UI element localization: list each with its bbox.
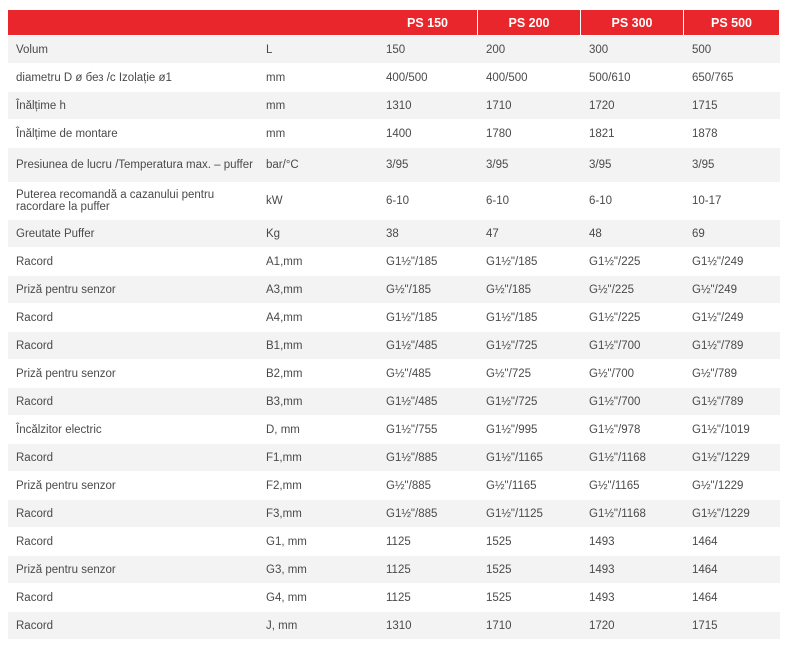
cell-ps150: 400/500 xyxy=(378,63,478,91)
row-unit: B2,mm xyxy=(260,359,378,387)
row-unit: G1, mm xyxy=(260,527,378,555)
cell-ps200: 1780 xyxy=(478,119,581,147)
cell-ps500: 1464 xyxy=(684,555,780,583)
header-row xyxy=(8,10,780,35)
table-row xyxy=(8,119,780,147)
row-unit: kW xyxy=(260,182,378,219)
table-row xyxy=(8,555,780,583)
table-row xyxy=(8,359,780,387)
cell-ps200: 400/500 xyxy=(478,63,581,91)
cell-ps300: 1493 xyxy=(581,555,684,583)
cell-ps200: G½"/1165 xyxy=(478,471,581,499)
table-row xyxy=(8,527,780,555)
cell-ps300: 1720 xyxy=(581,611,684,639)
table-row xyxy=(8,219,780,247)
cell-ps500: G1½"/249 xyxy=(684,247,780,275)
table-row xyxy=(8,91,780,119)
cell-ps200: 1710 xyxy=(478,91,581,119)
row-unit: A3,mm xyxy=(260,275,378,303)
cell-ps300: G½"/700 xyxy=(581,359,684,387)
row-unit: A4,mm xyxy=(260,303,378,331)
row-label: Încălzitor electric xyxy=(8,415,260,443)
cell-ps500: 650/765 xyxy=(684,63,780,91)
table-row xyxy=(8,387,780,415)
cell-ps300: G½"/1165 xyxy=(581,471,684,499)
cell-ps150: 150 xyxy=(378,35,478,63)
cell-ps500: 500 xyxy=(684,35,780,63)
cell-ps200: 1525 xyxy=(478,583,581,611)
table-row xyxy=(8,443,780,471)
cell-ps300: 6-10 xyxy=(581,182,684,219)
table-row xyxy=(8,63,780,91)
cell-ps150: G1½"/185 xyxy=(378,247,478,275)
cell-ps200: G½"/185 xyxy=(478,275,581,303)
row-unit: bar/°C xyxy=(260,147,378,182)
row-label: Racord xyxy=(8,443,260,471)
cell-ps500: 3/95 xyxy=(684,147,780,182)
row-label: Înălțime h xyxy=(8,91,260,119)
cell-ps500: G1½"/1019 xyxy=(684,415,780,443)
header-blank xyxy=(8,10,260,35)
header-blank-unit xyxy=(260,10,378,35)
cell-ps300: 3/95 xyxy=(581,147,684,182)
row-label: Racord xyxy=(8,247,260,275)
row-unit: G4, mm xyxy=(260,583,378,611)
cell-ps150: G1½"/885 xyxy=(378,443,478,471)
cell-ps150: G1½"/485 xyxy=(378,331,478,359)
row-unit: G3, mm xyxy=(260,555,378,583)
cell-ps500: 1715 xyxy=(684,611,780,639)
cell-ps200: 200 xyxy=(478,35,581,63)
row-unit: F3,mm xyxy=(260,499,378,527)
row-label: Racord xyxy=(8,527,260,555)
table-row xyxy=(8,247,780,275)
cell-ps300: G1½"/978 xyxy=(581,415,684,443)
table-body xyxy=(8,35,780,639)
cell-ps150: 1310 xyxy=(378,611,478,639)
cell-ps500: G1½"/789 xyxy=(684,387,780,415)
row-label: Racord xyxy=(8,303,260,331)
table-row xyxy=(8,471,780,499)
cell-ps300: 1821 xyxy=(581,119,684,147)
cell-ps150: G1½"/885 xyxy=(378,499,478,527)
cell-ps150: 1400 xyxy=(378,119,478,147)
row-unit: D, mm xyxy=(260,415,378,443)
table-row xyxy=(8,583,780,611)
row-label: Priză pentru senzor xyxy=(8,359,260,387)
cell-ps200: G1½"/725 xyxy=(478,331,581,359)
cell-ps300: 300 xyxy=(581,35,684,63)
table-row xyxy=(8,499,780,527)
row-label: Racord xyxy=(8,331,260,359)
table-row xyxy=(8,275,780,303)
row-label: Racord xyxy=(8,499,260,527)
cell-ps150: G½"/885 xyxy=(378,471,478,499)
specs-table-container xyxy=(8,10,780,639)
row-label: Racord xyxy=(8,611,260,639)
cell-ps150: G1½"/485 xyxy=(378,387,478,415)
header-ps500: PS 500 xyxy=(684,10,780,35)
cell-ps300: G1½"/700 xyxy=(581,387,684,415)
cell-ps300: 1493 xyxy=(581,527,684,555)
table-row xyxy=(8,303,780,331)
cell-ps200: 1525 xyxy=(478,555,581,583)
row-label: Greutate Puffer xyxy=(8,219,260,247)
cell-ps300: G1½"/225 xyxy=(581,303,684,331)
cell-ps150: G½"/185 xyxy=(378,275,478,303)
cell-ps500: G½"/1229 xyxy=(684,471,780,499)
cell-ps200: G1½"/1165 xyxy=(478,443,581,471)
cell-ps300: 1493 xyxy=(581,583,684,611)
row-unit: F1,mm xyxy=(260,443,378,471)
row-label: Priză pentru senzor xyxy=(8,275,260,303)
row-unit: Kg xyxy=(260,219,378,247)
cell-ps300: G1½"/225 xyxy=(581,247,684,275)
row-unit: J, mm xyxy=(260,611,378,639)
cell-ps500: G1½"/789 xyxy=(684,331,780,359)
row-unit: F2,mm xyxy=(260,471,378,499)
cell-ps150: 1125 xyxy=(378,583,478,611)
cell-ps150: G½"/485 xyxy=(378,359,478,387)
cell-ps300: 500/610 xyxy=(581,63,684,91)
table-row xyxy=(8,415,780,443)
cell-ps200: G1½"/995 xyxy=(478,415,581,443)
cell-ps300: 1720 xyxy=(581,91,684,119)
header-ps300: PS 300 xyxy=(581,10,684,35)
cell-ps500: G1½"/1229 xyxy=(684,499,780,527)
cell-ps200: G1½"/1125 xyxy=(478,499,581,527)
cell-ps300: G1½"/1168 xyxy=(581,499,684,527)
cell-ps200: 47 xyxy=(478,219,581,247)
cell-ps500: 1464 xyxy=(684,527,780,555)
table-row xyxy=(8,182,780,219)
row-unit: B3,mm xyxy=(260,387,378,415)
cell-ps500: 1464 xyxy=(684,583,780,611)
cell-ps200: G1½"/725 xyxy=(478,387,581,415)
cell-ps500: G1½"/249 xyxy=(684,303,780,331)
cell-ps150: 6-10 xyxy=(378,182,478,219)
cell-ps500: 1715 xyxy=(684,91,780,119)
cell-ps300: G½"/225 xyxy=(581,275,684,303)
cell-ps150: 38 xyxy=(378,219,478,247)
cell-ps150: 1125 xyxy=(378,555,478,583)
cell-ps200: G1½"/185 xyxy=(478,247,581,275)
row-label: Presiunea de lucru /Temperatura max. – puffer xyxy=(8,147,260,182)
header-ps200: PS 200 xyxy=(478,10,581,35)
cell-ps200: 6-10 xyxy=(478,182,581,219)
cell-ps150: G1½"/755 xyxy=(378,415,478,443)
row-label: Racord xyxy=(8,583,260,611)
cell-ps500: 10-17 xyxy=(684,182,780,219)
table-row xyxy=(8,331,780,359)
cell-ps200: G1½"/185 xyxy=(478,303,581,331)
cell-ps200: 1525 xyxy=(478,527,581,555)
cell-ps150: 1125 xyxy=(378,527,478,555)
row-unit: mm xyxy=(260,91,378,119)
row-unit: L xyxy=(260,35,378,63)
row-label: diametru D ø без /c Izolație ø1 xyxy=(8,63,260,91)
cell-ps500: 69 xyxy=(684,219,780,247)
cell-ps150: G1½"/185 xyxy=(378,303,478,331)
cell-ps200: G½"/725 xyxy=(478,359,581,387)
row-unit: A1,mm xyxy=(260,247,378,275)
cell-ps300: G1½"/700 xyxy=(581,331,684,359)
cell-ps150: 3/95 xyxy=(378,147,478,182)
row-label: Priză pentru senzor xyxy=(8,471,260,499)
cell-ps500: G1½"/1229 xyxy=(684,443,780,471)
cell-ps150: 1310 xyxy=(378,91,478,119)
table-row xyxy=(8,611,780,639)
row-unit: mm xyxy=(260,119,378,147)
row-label: Volum xyxy=(8,35,260,63)
row-label: Racord xyxy=(8,387,260,415)
row-label: Puterea recomandă a cazanului pentru racordare la puffer xyxy=(8,182,260,219)
cell-ps200: 1710 xyxy=(478,611,581,639)
cell-ps300: 48 xyxy=(581,219,684,247)
table-row xyxy=(8,35,780,63)
table-row xyxy=(8,147,780,182)
row-unit: B1,mm xyxy=(260,331,378,359)
cell-ps500: 1878 xyxy=(684,119,780,147)
cell-ps200: 3/95 xyxy=(478,147,581,182)
row-unit: mm xyxy=(260,63,378,91)
specs-table xyxy=(8,10,780,639)
row-label: Priză pentru senzor xyxy=(8,555,260,583)
row-label: Înălțime de montare xyxy=(8,119,260,147)
header-ps150: PS 150 xyxy=(378,10,478,35)
cell-ps300: G1½"/1168 xyxy=(581,443,684,471)
cell-ps500: G½"/249 xyxy=(684,275,780,303)
cell-ps500: G½"/789 xyxy=(684,359,780,387)
